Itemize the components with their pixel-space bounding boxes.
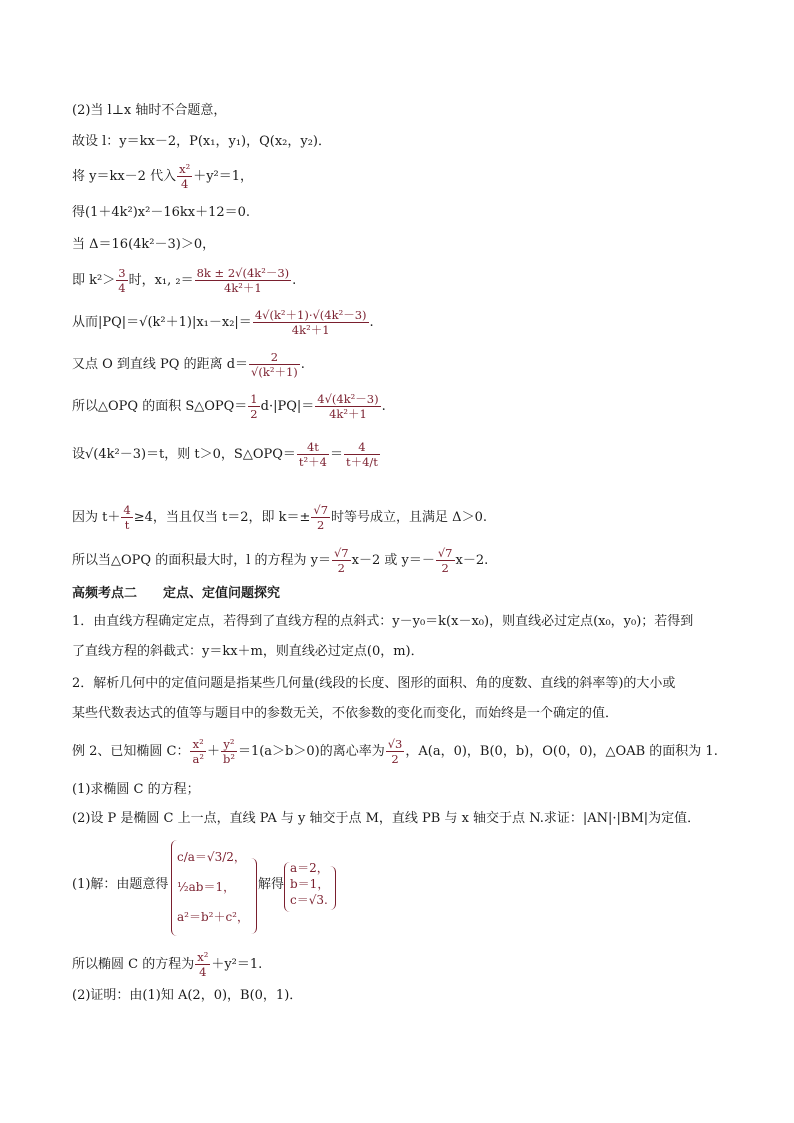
- text-line: 得(1＋4k²)x²－16kx＋12＝0.: [72, 205, 251, 220]
- fraction: $\frac{√7}{2}$: [437, 546, 453, 575]
- text-line: 从而|PQ|＝√(k²＋1)|x₁－x₂|＝ $\frac{\text{4√(k²＋1)·√(4k²－3)}}{\text{4k²＋1}}$ .: [72, 308, 374, 337]
- fraction: $\frac{\text{8k ± 2√(4k²－3)}}{\text{4k²＋1}}$: [196, 266, 290, 295]
- fraction: $\frac{1}{2}$: [250, 392, 258, 421]
- fraction: $\frac{√7}{2}$: [333, 546, 349, 575]
- text-line: 某些代数表达式的值等与题目中的参数无关，不依参数的变化而变化，而始终是一个确定的值．: [72, 706, 619, 721]
- fraction: $\frac{4}{t}$: [123, 503, 131, 532]
- text-line: 所以椭圆 C 的方程为 $\frac{\text{x²}}{4}$ ＋y²＝1.: [72, 950, 263, 979]
- fraction: $\frac{\text{x²}}{4}$: [179, 162, 191, 191]
- text-line: 故设 l：y＝kx－2，P(x₁，y₁)，Q(x₂，y₂)．: [72, 134, 332, 149]
- text-line: 所以△OPQ 的面积 S△OPQ＝ $\frac{1}{2}$ d·|PQ|＝ $\frac{\text{4√(4k²－3)}}{\text{4k²＋1}}$ .: [72, 392, 386, 421]
- text-line: (2)证明：由(1)知 A(2，0)，B(0，1)．: [72, 988, 303, 1003]
- text-line: 当 Δ＝16(4k²－3)＞0，: [72, 237, 216, 252]
- text-line: (1)解：由题意得: [72, 877, 169, 892]
- fraction: $\frac{2}{\text{√(k²＋1)}}$: [251, 350, 298, 379]
- fraction: $\frac{\text{x²}}{4}$: [197, 950, 209, 979]
- text-line: (2)当 l⊥x 轴时不合题意，: [72, 103, 227, 118]
- solution-system: a＝2， b＝1， c＝√3.: [290, 861, 330, 907]
- equation-system: c/a＝√3/2， ½ab＝1， a²＝b²＋c²，: [177, 850, 249, 924]
- fraction: $\frac{\text{x²}}{\text{a²}}$: [192, 737, 204, 766]
- fraction: $\frac{\text{4√(4k²－3)}}{\text{4k²＋1}}$: [317, 392, 379, 421]
- text-line: 即 k²＞ $\frac{3}{4}$ 时，x₁, ₂＝ $\frac{\text{8k ± 2√(4k²－3)}}{\text{4k²＋1}}$ .: [72, 266, 297, 295]
- section-heading: 高频考点二 定点、定值问题探究: [72, 586, 281, 601]
- text-line: 将 y＝kx－2 代入 $\frac{\text{x²}}{4}$ ＋y²＝1，: [72, 162, 254, 191]
- fraction: $\frac{\text{4√(k²＋1)·√(4k²－3)}}{\text{4k²＋1}}$: [254, 308, 367, 337]
- fraction: $\frac{√3}{2}$: [387, 737, 403, 766]
- text-line: 解得: [258, 877, 285, 892]
- fraction: $\frac{\text{y²}}{\text{b²}}$: [222, 737, 235, 766]
- text-line: 例 2、已知椭圆 C： $\frac{\text{x²}}{\text{a²}}$ ＋ $\frac{\text{y²}}{\text{b²}}$ ＝1(a＞b＞0)的离心率为 $\frac{√3}{2}$ ，A(a，0)，B(0，b)，O(0，0)，△OAB 的面积为 1.: [72, 737, 718, 766]
- right-brace: [330, 866, 336, 910]
- fraction: $\frac{4}{t+4/t}$: [345, 440, 378, 469]
- text-line: 因为 t＋ $\frac{4}{t}$ ≥4，当且仅当 t＝2，即 k＝± $\frac{√7}{2}$ 时等号成立，且满足 Δ＞0.: [72, 503, 487, 532]
- text-line: 2．解析几何中的定值问题是指某些几何量(线段的长度、图形的面积、角的度数、直线的斜率等)的大小或: [72, 676, 676, 691]
- text-line: 设√(4k²－3)＝t，则 t＞0，S△OPQ＝ $\frac{4t}{\text{t²＋4}}$ ＝ $\frac{4}{t+4/t}$: [72, 440, 378, 469]
- text-line: 1．由直线方程确定定点，若得到了直线方程的点斜式：y－y₀＝k(x－x₀)，则直线必过定点(x₀，y₀)；若得到: [72, 614, 694, 629]
- right-brace: [250, 858, 257, 934]
- fraction: $\frac{√7}{2}$: [313, 503, 329, 532]
- text-line: (2)设 P 是椭圆 C 上一点，直线 PA 与 y 轴交于点 M，直线 PB 与 x 轴交于点 N.求证：|AN|·|BM|为定值．: [72, 811, 701, 826]
- text-line: 又点 O 到直线 PQ 的距离 d＝ $\frac{2}{\text{√(k²＋1)}}$ .: [72, 350, 305, 379]
- text-line: (1)求椭圆 C 的方程；: [72, 782, 200, 797]
- fraction: $\frac{4t}{\text{t²＋4}}$: [298, 440, 327, 469]
- text-line: 所以当△OPQ 的面积最大时，l 的方程为 y＝ $\frac{√7}{2}$ x－2 或 y＝－ $\frac{√7}{2}$ x－2.: [72, 546, 489, 575]
- fraction: $\frac{3}{4}$: [118, 266, 126, 295]
- text-line: 了直线方程的斜截式：y＝kx＋m，则直线必过定点(0，m)．: [72, 644, 424, 659]
